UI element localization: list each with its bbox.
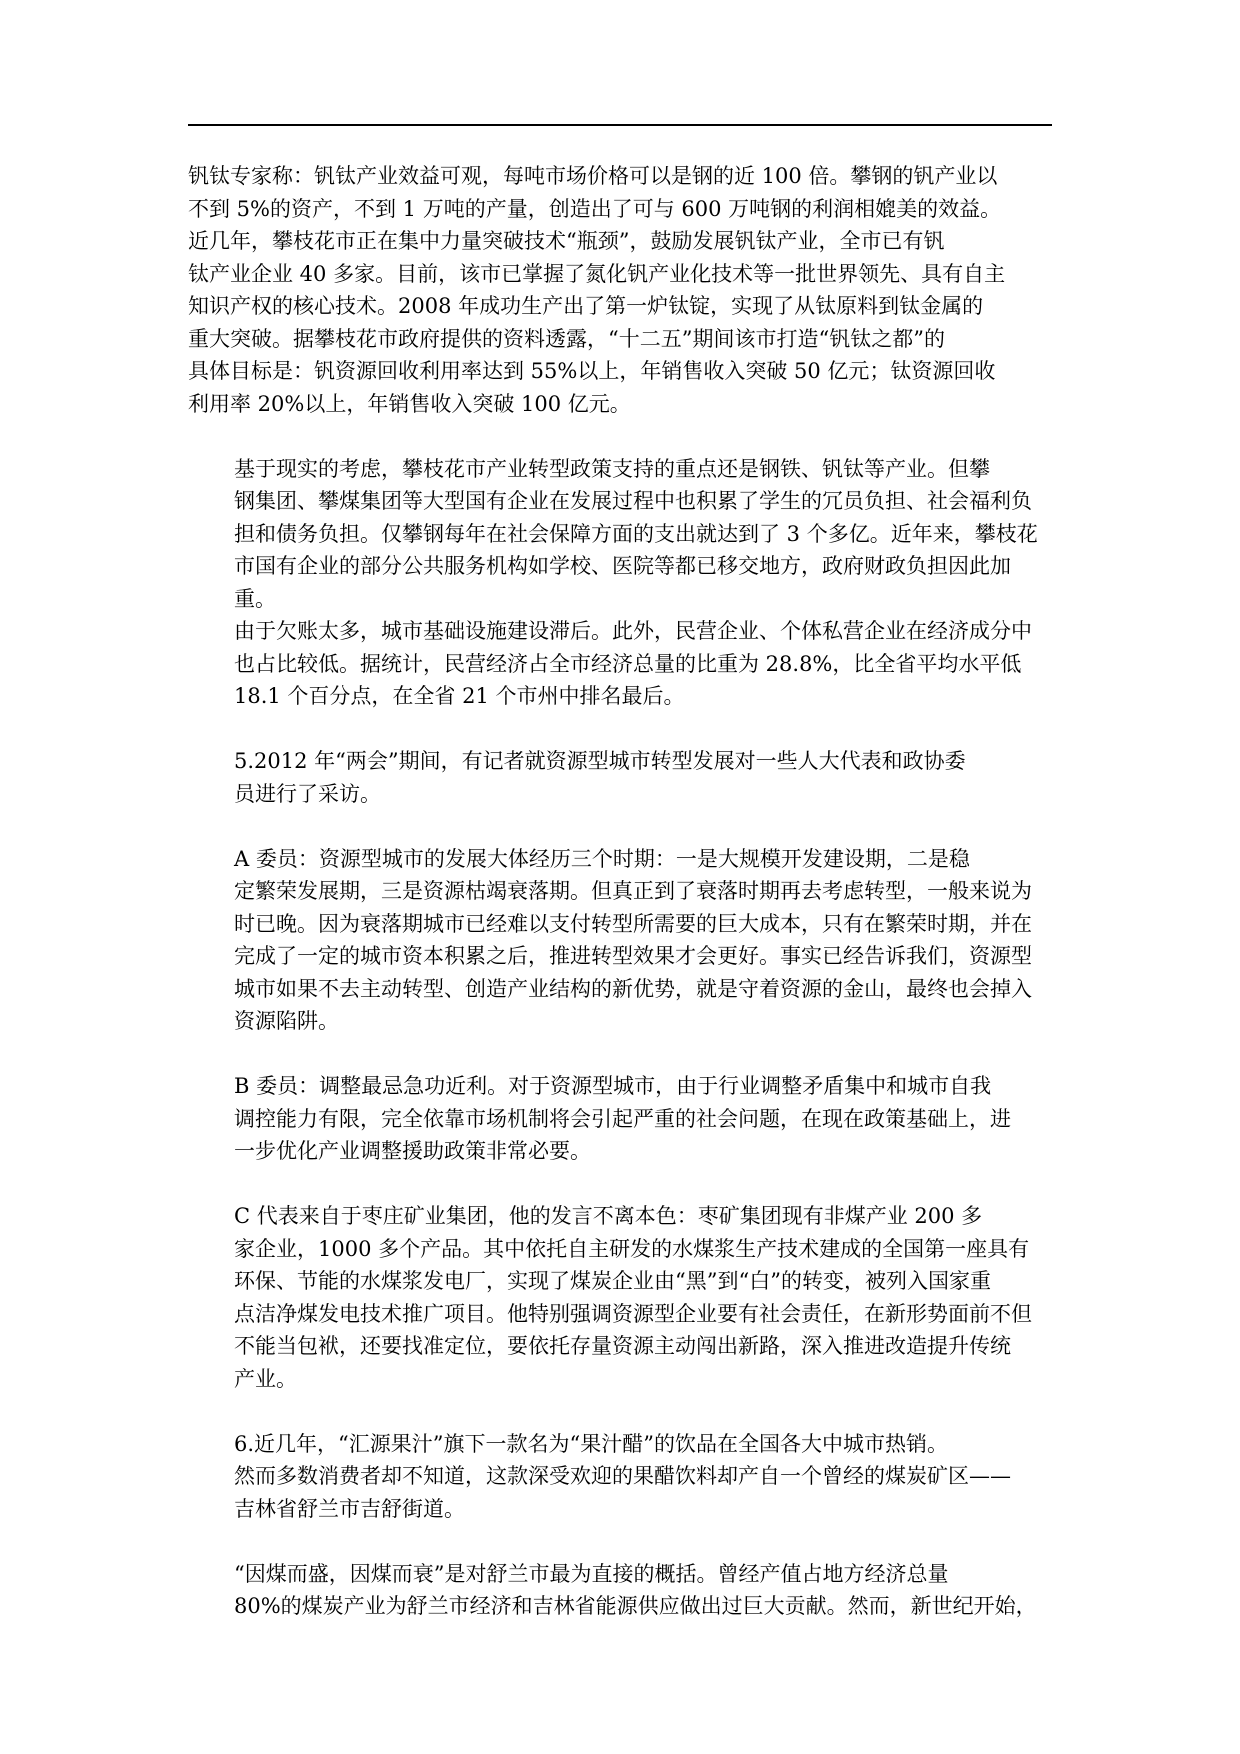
paragraph-member-a: A 委员：资源型城市的发展大体经历三个时期：一是大规模开发建设期，二是稳 定繁荣发展期，三是资源枯竭衰落期。但真正到了衰落时期再去考虑转型，一般来说为 时已晚。因为衰落期城市已经难以支付转型所需要的巨大成本，只有在繁荣时期，并在 完成了一定的城市资本积累之后，推进转型效果才会更好。事实已经告诉我们，资源型 城市如果不去主动转型、创造产业结构的新优势，就是守着资源的金山，最终也会掉入 资源陷阱。 xyxy=(234,846,1032,1033)
paragraph-member-b: B 委员：调整最忌急功近利。对于资源型城市，由于行业调整矛盾集中和城市自我 调控能力有限，完全依靠市场机制将会引起严重的社会问题，在现在政策基础上，进 一步优化产业调整援助政策非常必要。 xyxy=(234,1074,1011,1163)
paragraph-item-6: 6.近几年，“汇源果汁”旗下一款名为“果汁醋”的饮品在全国各大中城市热销。 然而多数消费者却不知道，这款深受欢迎的果醋饮料却产自一个曾经的煤炭矿区—— 吉林省舒兰市吉舒街道。 xyxy=(234,1431,1011,1521)
header-rule xyxy=(188,124,1052,126)
paragraph-shulan-coal: “因煤而盛，因煤而衰”是对舒兰市最为直接的概括。曾经产值占地方经济总量 80%的煤炭产业为舒兰市经济和吉林省能源供应做出过巨大贡献。然而，新世纪开始， xyxy=(234,1561,1037,1618)
paragraph-vanadium-titanium: 钒钛专家称：钒钛产业效益可观，每吨市场价格可以是钢的近 100 倍。攀钢的钒产业以 不到 5%的资产，不到 1 万吨的产量，创造出了可与 600 万吨钢的利润相媲美的效益。 近几年，攀枝花市正在集中力量突破技术“瓶颈”，鼓励发展钒钛产业，全市已有钒 钛产业企业 40 多家。目前，该市已掌握了氮化钒产业化技术等一批世界领先、具有自主 知识产权的核心技术。2008 年成功生产出了第一炉钛锭，实现了从钛原料到钛金属的 重大突破。据攀枝花市政府提供的资料透露，“十二五”期间该市打造“钒钛之都”的 具体目标是：钒资源回收利用率达到 55%以上，年销售收入突破 50 亿元；钛资源回收 利用率 20%以上，年销售收入突破 100 亿元。 xyxy=(188,164,1006,416)
paragraph-representative-c: C 代表来自于枣庄矿业集团，他的发言不离本色：枣矿集团现有非煤产业 200 多 家企业，1000 多个产品。其中依托自主研发的水煤浆生产技术建成的全国第一座具有 环保、节能的水煤浆发电厂，实现了煤炭企业由“黑”到“白”的转变，被列入国家重 点洁净煤发电技术推广项目。他特别强调资源型企业要有社会责任，在新形势面前不但 不能当包袱，还要找准定位，要依托存量资源主动闯出新路，深入推进改造提升传统 产业。 xyxy=(234,1204,1032,1391)
paragraph-item-5: 5.2012 年“两会”期间，有记者就资源型城市转型发展对一些人大代表和政协委 员进行了采访。 xyxy=(234,749,966,806)
paragraph-panzhihua-transition: 基于现实的考虑，攀枝花市产业转型政策支持的重点还是钢铁、钒钛等产业。但攀 钢集团、攀煤集团等大型国有企业在发展过程中也积累了学生的冗员负担、社会福利负 担和债务负担。仅攀钢每年在社会保障方面的支出就达到了 3 个多亿。近年来，攀枝花 市国有企业的部分公共服务机构如学校、医院等都已移交地方，政府财政负担因此加重。 由于欠账太多，城市基础设施建设滞后。此外，民营企业、个体私营企业在经济成分中 也占比较低。据统计，民营经济占全市经济总量的比重为 28.8%，比全省平均水平低 18.1 个百分点，在全省 21 个市州中排名最后。 xyxy=(234,456,1038,708)
document-body xyxy=(188,160,1052,1655)
